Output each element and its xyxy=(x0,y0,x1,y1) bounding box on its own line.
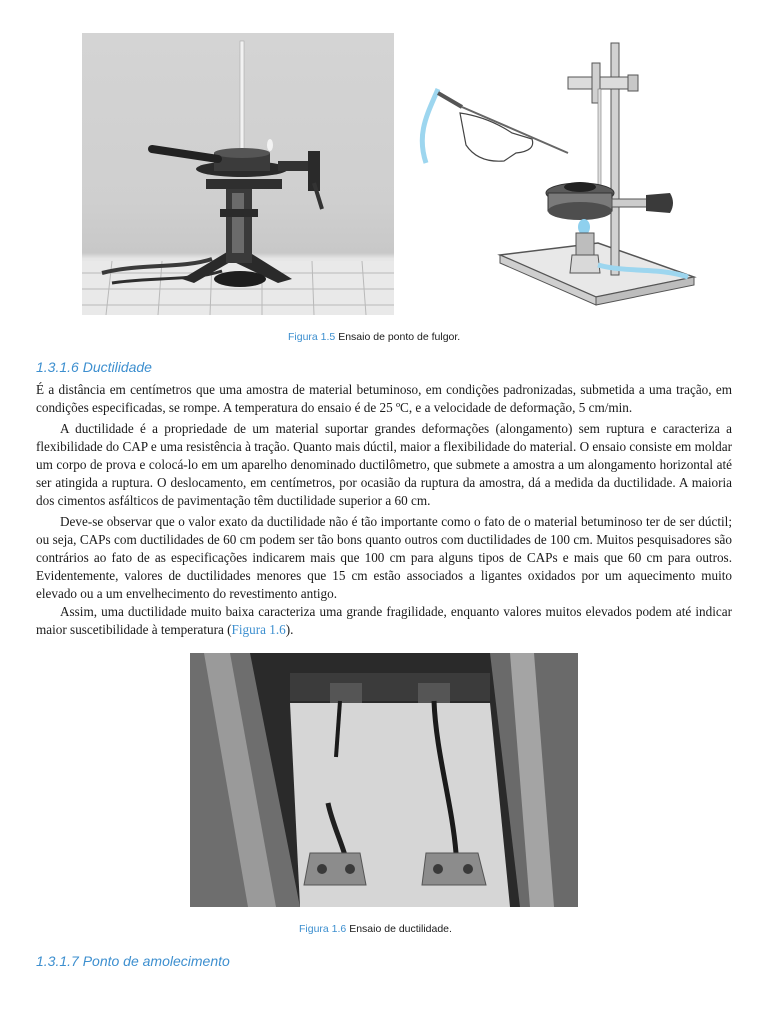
flash-point-diagram xyxy=(408,33,698,315)
figure-label: Figura 1.5 xyxy=(288,331,336,343)
figure-caption-text: Ensaio de ductilidade. xyxy=(349,923,452,935)
section-heading-ductilidade: 1.3.1.6 Ductilidade xyxy=(36,359,152,375)
figure-1-6-caption xyxy=(299,923,452,935)
paragraph-2: A ductilidade é a propriedade de um material suportar grandes deformações (alongamento) sem ruptura e caracteriza a flexibilidade do CAP e uma resistência à tração. Quanto mais dúctil, maior a flexibilidade do material. O ensaio consiste em moldar um corpo de prova e colocá-lo em um aparelho denominado ductilômetro, que submete a amostra a um alongamento horizontal até ser atingida a ruptura. O deslocamento, em centímetros, por ocasião da ruptura da amostra, dá a medida da ductilidade. A maioria dos cimentos asfálticos de pavimentação têm ductilidade superior a 60 cm. xyxy=(36,421,732,508)
figure-1-5-caption xyxy=(288,331,460,343)
paragraph-3: Deve-se observar que o valor exato da ductilidade não é tão importante como o fato de o material betuminoso ter de ser dúctil; ou seja, CAPs com ductilidades de 60 cm podem ser tão bons quanto outros com ductilidades de 100 cm. Muitos pesquisadores são contrários ao fato de as especificações indicarem mais que 100 cm para alguns tipos de CAPs e mais que 60 cm para outros. Evidentemente, valores de ductilidades menores que 15 cm estão associados a ligantes oxidados por um aquecimento muito elevado ou a um envelhecimento do revestimento antigo. xyxy=(36,514,732,601)
paragraph-4-text: Assim, uma ductilidade muito baixa caracteriza uma grande fragilidade, enquanto valores muitos elevados podem até indicar maior suscetibilidade à temperatura ( xyxy=(36,604,732,637)
figure-caption-text: Ensaio de ponto de fulgor. xyxy=(338,331,461,343)
figure-label: Figura 1.6 xyxy=(299,923,347,935)
paragraph-4-end: ). xyxy=(285,622,294,637)
section-heading-ponto-de-amolecimento: 1.3.1.7 Ponto de amolecimento xyxy=(36,953,230,969)
paragraph-1: É a distância em centímetros que uma amostra de material betuminoso, em condições padronizadas, submetida a uma tração, em condições especificadas, se rompe. A temperatura do ensaio é de 25 ºC, e a velocidade de deformação, 5 cm/min. xyxy=(36,382,732,415)
ductility-test-photo xyxy=(190,653,578,907)
figure-reference-link[interactable]: Figura 1.6 xyxy=(231,622,286,637)
paragraph-4 xyxy=(36,603,732,639)
flash-point-apparatus-photo xyxy=(82,33,394,315)
